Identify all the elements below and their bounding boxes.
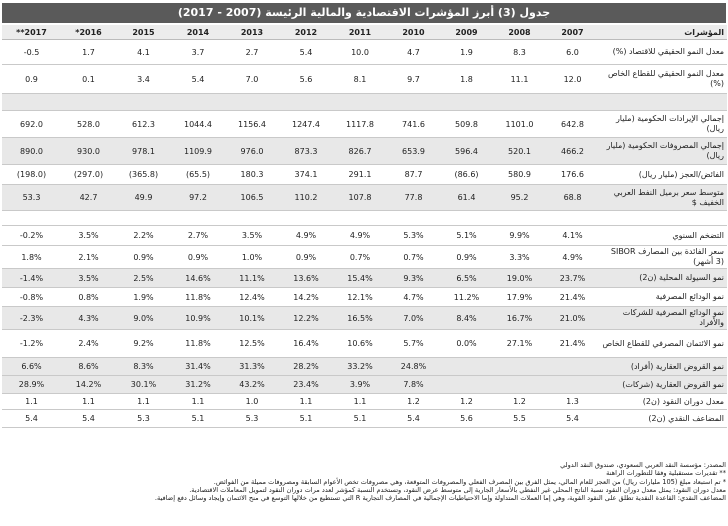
cell-value: 12.4% <box>225 288 279 307</box>
cell-value: 4.9% <box>546 246 599 269</box>
cell-value: 16.5% <box>333 307 387 330</box>
cell-value: 180.3 <box>225 165 279 185</box>
cell-value: 692.0 <box>2 111 61 138</box>
table-row <box>2 111 727 138</box>
cell-value: 12.5% <box>225 330 279 358</box>
cell-value: (198.0) <box>2 165 61 185</box>
cell-value <box>387 94 440 111</box>
cell-value: 21.4% <box>546 330 599 358</box>
cell-value: 580.9 <box>493 165 546 185</box>
cell-value: 1.7 <box>61 40 116 65</box>
cell-value: 33.2% <box>333 358 387 376</box>
cell-value: 13.6% <box>279 269 333 288</box>
cell-value: 11.1 <box>493 65 546 94</box>
cell-value: 42.7 <box>61 185 116 211</box>
row-label: نمو الودائع المصرفية للشركات والأفراد <box>599 307 727 330</box>
cell-value: 7.8% <box>387 376 440 394</box>
cell-value: 8.4% <box>440 307 493 330</box>
header-year: 2011 <box>333 25 387 40</box>
cell-value: 5.3 <box>116 410 171 428</box>
cell-value <box>116 211 171 226</box>
cell-value: 3.4 <box>116 65 171 94</box>
cell-value: 6.0 <box>546 40 599 65</box>
cell-value: 873.3 <box>279 138 333 165</box>
cell-value: 0.9 <box>2 65 61 94</box>
cell-value: 21.4% <box>546 288 599 307</box>
cell-value: 16.7% <box>493 307 546 330</box>
cell-value: 1.0% <box>225 246 279 269</box>
cell-value: 14.6% <box>171 269 225 288</box>
cell-value: 976.0 <box>225 138 279 165</box>
cell-value: 509.8 <box>440 111 493 138</box>
row-label: الفائض/العجز (مليار ريال) <box>599 165 727 185</box>
cell-value: 11.8% <box>171 288 225 307</box>
table-row <box>2 394 727 410</box>
cell-value: 3.7 <box>171 40 225 65</box>
cell-value: 1247.4 <box>279 111 333 138</box>
cell-value: 9.0% <box>116 307 171 330</box>
cell-value <box>171 94 225 111</box>
cell-value: (297.0) <box>61 165 116 185</box>
cell-value: 0.0% <box>440 330 493 358</box>
row-label: إجمالي الإيرادات الحكومية (مليار ريال) <box>599 111 727 138</box>
cell-value: -1.2% <box>2 330 61 358</box>
cell-value: -1.4% <box>2 269 61 288</box>
cell-value: 43.2% <box>225 376 279 394</box>
header-year: 2014 <box>171 25 225 40</box>
cell-value: 374.1 <box>279 165 333 185</box>
cell-value: 28.2% <box>279 358 333 376</box>
cell-value: 291.1 <box>333 165 387 185</box>
header-year: 2012 <box>279 25 333 40</box>
cell-value: 0.9% <box>116 246 171 269</box>
cell-value: 1117.8 <box>333 111 387 138</box>
cell-value: 1.2 <box>493 394 546 410</box>
header-year: 2010 <box>387 25 440 40</box>
cell-value: 19.0% <box>493 269 546 288</box>
table-row <box>2 138 727 165</box>
header-year: 2017** <box>2 25 61 40</box>
cell-value: 17.9% <box>493 288 546 307</box>
cell-value <box>2 94 61 111</box>
cell-value: 1.8 <box>440 65 493 94</box>
cell-value: 24.8% <box>387 358 440 376</box>
header-year: 2008 <box>493 25 546 40</box>
table-row <box>2 269 727 288</box>
cell-value: 0.1 <box>61 65 116 94</box>
table-row <box>2 226 727 246</box>
cell-value <box>493 94 546 111</box>
cell-value: 7.0 <box>225 65 279 94</box>
cell-value: 5.1 <box>333 410 387 428</box>
cell-value <box>440 376 493 394</box>
cell-value: 87.7 <box>387 165 440 185</box>
cell-value: 1.8% <box>2 246 61 269</box>
cell-value: 0.9% <box>440 246 493 269</box>
cell-value: 8.3% <box>116 358 171 376</box>
cell-value: 77.8 <box>387 185 440 211</box>
cell-value: 14.2% <box>61 376 116 394</box>
cell-value: 8.6% <box>61 358 116 376</box>
cell-value: -2.3% <box>2 307 61 330</box>
cell-value: 4.1 <box>116 40 171 65</box>
cell-value <box>440 94 493 111</box>
cell-value: 1101.0 <box>493 111 546 138</box>
velocity-note: معدل دوران النقود: يمثل معدل دوران النقود نسبة الناتج المحلي غير النفطي بالأسعار الجارية إلى متوسط عرض النقود، وتستخدم النسبة كمؤشر لعدد مرات دوران النقود لتمويل المعاملات الاقتصادية. <box>189 485 726 494</box>
cell-value: 642.8 <box>546 111 599 138</box>
cell-value: 1.1 <box>116 394 171 410</box>
cell-value <box>61 211 116 226</box>
cell-value: 2.5% <box>116 269 171 288</box>
table-row <box>2 211 727 226</box>
cell-value: 9.9% <box>493 226 546 246</box>
cell-value: 23.7% <box>546 269 599 288</box>
cell-value: 1.2 <box>440 394 493 410</box>
cell-value: 8.3 <box>493 40 546 65</box>
cell-value: 11.8% <box>171 330 225 358</box>
cell-value <box>440 358 493 376</box>
cell-value: 4.7 <box>387 40 440 65</box>
cell-value: 1.1 <box>2 394 61 410</box>
cell-value: 5.6 <box>440 410 493 428</box>
cell-value: 21.0% <box>546 307 599 330</box>
cell-value: 11.1% <box>225 269 279 288</box>
cell-value: 0.8% <box>61 288 116 307</box>
multiplier-note: المضاعف النقدي: القاعدة النقدية تطلق على النقود القوية، وهي إما العملات المتداولة وإما الاحتياطيات الإجمالية في المصارف التجارية R التي تستطيع من خلالها التوسع في منح الائتمان وإيجاد وسائل دفع إضافية. <box>154 494 726 503</box>
cell-value: 110.2 <box>279 185 333 211</box>
cell-value <box>333 211 387 226</box>
cell-value: 10.0 <box>333 40 387 65</box>
cell-value: 107.8 <box>333 185 387 211</box>
header-year: 2007 <box>546 25 599 40</box>
cell-value: 5.4 <box>171 65 225 94</box>
cell-value: 28.9% <box>2 376 61 394</box>
cell-value <box>333 94 387 111</box>
cell-value: 1044.4 <box>171 111 225 138</box>
cell-value: 4.1% <box>546 226 599 246</box>
cell-value: 5.4 <box>279 40 333 65</box>
cell-value: 9.3% <box>387 269 440 288</box>
cell-value: 0.7% <box>387 246 440 269</box>
cell-value: 528.0 <box>61 111 116 138</box>
cell-value: 978.1 <box>116 138 171 165</box>
row-label: نمو السيولة المحلية (ن2) <box>599 269 727 288</box>
cell-value <box>546 376 599 394</box>
cell-value: 4.3% <box>61 307 116 330</box>
cell-value <box>2 211 61 226</box>
cell-value: 612.3 <box>116 111 171 138</box>
cell-value <box>279 94 333 111</box>
cell-value: 5.4 <box>546 410 599 428</box>
row-label: المضاعف النقدي (ن2) <box>599 410 727 428</box>
cell-value: 12.2% <box>279 307 333 330</box>
cell-value: 5.1% <box>440 226 493 246</box>
cell-value: 11.2% <box>440 288 493 307</box>
table-row <box>2 358 727 376</box>
cell-value: 3.5% <box>225 226 279 246</box>
cell-value: 6.6% <box>2 358 61 376</box>
cell-value: 176.6 <box>546 165 599 185</box>
cell-value: 31.3% <box>225 358 279 376</box>
cell-value <box>493 358 546 376</box>
table-row <box>2 410 727 428</box>
table-row <box>2 185 727 211</box>
cell-value: 5.4 <box>2 410 61 428</box>
cell-value <box>116 94 171 111</box>
cell-value: 2.4% <box>61 330 116 358</box>
cell-value: 5.3% <box>387 226 440 246</box>
header-row <box>2 25 727 40</box>
cell-value: 9.7 <box>387 65 440 94</box>
cell-value: 890.0 <box>2 138 61 165</box>
cell-value: 4.9% <box>279 226 333 246</box>
row-label: معدل النمو الحقيقي للاقتصاد (%) <box>599 40 727 65</box>
cell-value: 53.3 <box>2 185 61 211</box>
table-row <box>2 246 727 269</box>
row-label: نمو القروض العقارية (شركات) <box>599 376 727 394</box>
cell-value <box>171 211 225 226</box>
cell-value <box>546 211 599 226</box>
cell-value: 10.9% <box>171 307 225 330</box>
cell-value: 5.5 <box>493 410 546 428</box>
table-row <box>2 40 727 65</box>
cell-value: 16.4% <box>279 330 333 358</box>
cell-value: 0.7% <box>333 246 387 269</box>
row-label: نمو الائتمان المصرفي للقطاع الخاص <box>599 330 727 358</box>
cell-value: 8.1 <box>333 65 387 94</box>
cell-value: 10.6% <box>333 330 387 358</box>
cell-value: 2.7 <box>225 40 279 65</box>
cell-value: 23.4% <box>279 376 333 394</box>
cell-value: 1.3 <box>546 394 599 410</box>
cell-value: 2.1% <box>61 246 116 269</box>
header-year: 2016* <box>61 25 116 40</box>
table-row <box>2 330 727 358</box>
row-label: التضخم السنوي <box>599 226 727 246</box>
row-label: نمو القروض العقارية (أفراد) <box>599 358 727 376</box>
cell-value <box>493 211 546 226</box>
cell-value <box>546 94 599 111</box>
cell-value: -0.8% <box>2 288 61 307</box>
cell-value: 5.4 <box>387 410 440 428</box>
cell-value: 520.1 <box>493 138 546 165</box>
row-label: معدل النمو الحقيقي للقطاع الخاص (%) <box>599 65 727 94</box>
cell-value: 9.2% <box>116 330 171 358</box>
cell-value: 4.9% <box>333 226 387 246</box>
cell-value: 27.1% <box>493 330 546 358</box>
cell-value: 5.7% <box>387 330 440 358</box>
cell-value: 5.3 <box>225 410 279 428</box>
cell-value: 826.7 <box>333 138 387 165</box>
source-note: المصدر: مؤسسة النقد العربي السعودي، صندوق النقد الدولي <box>560 461 726 469</box>
cell-value: 1.1 <box>333 394 387 410</box>
cell-value: 12.1% <box>333 288 387 307</box>
row-label <box>599 211 727 226</box>
cell-value: 106.5 <box>225 185 279 211</box>
cell-value <box>546 358 599 376</box>
cell-value: 6.5% <box>440 269 493 288</box>
cell-value <box>225 211 279 226</box>
cell-value: -0.5 <box>2 40 61 65</box>
cell-value: 1109.9 <box>171 138 225 165</box>
cell-value: 1.1 <box>171 394 225 410</box>
cell-value: (65.5) <box>171 165 225 185</box>
cell-value <box>225 94 279 111</box>
cell-value: 5.1 <box>171 410 225 428</box>
footnotes <box>2 461 726 502</box>
cell-value: 1.0 <box>225 394 279 410</box>
cell-value: 15.4% <box>333 269 387 288</box>
cell-value: 2.2% <box>116 226 171 246</box>
cell-value: 68.8 <box>546 185 599 211</box>
table-row <box>2 288 727 307</box>
cell-value <box>61 94 116 111</box>
cell-value: 97.2 <box>171 185 225 211</box>
row-label: متوسط سعر برميل النفط العربي الخفيف $ <box>599 185 727 211</box>
cell-value: 3.5% <box>61 226 116 246</box>
cell-value: 3.9% <box>333 376 387 394</box>
header-indicators: المؤشرات <box>599 25 727 40</box>
deficit-note: * تم استبعاد مبلغ (105 مليارات ريال) من العجز للعام المالي، يمثل الفرق بين المصرف الفعلي والمصروفات المتوقعة، وهي مصروفات تخص الأعوام السابقة ومصروفات مميلة من الفوائض. <box>213 477 726 486</box>
cell-value: 1.9% <box>116 288 171 307</box>
table-title: جدول (3) أبرز المؤشرات الاقتصادية والمالية الرئيسة (2007 - 2017) <box>2 3 726 23</box>
cell-value: 4.7% <box>387 288 440 307</box>
cell-value: 12.0 <box>546 65 599 94</box>
cell-value: 930.0 <box>61 138 116 165</box>
cell-value: 653.9 <box>387 138 440 165</box>
cell-value: 0.9% <box>279 246 333 269</box>
cell-value: 1.1 <box>61 394 116 410</box>
table-row <box>2 65 727 94</box>
cell-value: 14.2% <box>279 288 333 307</box>
row-label: معدل دوران النقود (ن2) <box>599 394 727 410</box>
cell-value <box>279 211 333 226</box>
header-year: 2013 <box>225 25 279 40</box>
spacer-row <box>2 94 727 111</box>
table-row <box>2 307 727 330</box>
cell-value: 5.4 <box>61 410 116 428</box>
cell-value: 10.1% <box>225 307 279 330</box>
cell-value: 30.1% <box>116 376 171 394</box>
cell-value: 7.0% <box>387 307 440 330</box>
cell-value: 31.4% <box>171 358 225 376</box>
cell-value: 61.4 <box>440 185 493 211</box>
cell-value: 5.1 <box>279 410 333 428</box>
cell-value <box>493 376 546 394</box>
estimate-note: ** تقديرات مستقبلية وفقا للتطورات الراهنة <box>606 469 726 478</box>
cell-value <box>387 211 440 226</box>
cell-value: 3.3% <box>493 246 546 269</box>
cell-value: (86.6) <box>440 165 493 185</box>
cell-value: 1.9 <box>440 40 493 65</box>
cell-value: 0.9% <box>171 246 225 269</box>
table-body <box>2 40 727 428</box>
cell-value: 741.6 <box>387 111 440 138</box>
cell-value: 2.7% <box>171 226 225 246</box>
cell-value <box>440 211 493 226</box>
row-label: نمو الودائع المصرفية <box>599 288 727 307</box>
row-label: سعر الفائدة بين المصارف SIBOR (3 أشهر) <box>599 246 727 269</box>
cell-value: 5.6 <box>279 65 333 94</box>
cell-value: 95.2 <box>493 185 546 211</box>
row-label <box>599 94 727 111</box>
table-row <box>2 165 727 185</box>
row-label: إجمالي المصروفات الحكومية (مليار ريال) <box>599 138 727 165</box>
header-year: 2015 <box>116 25 171 40</box>
cell-value: 1.1 <box>279 394 333 410</box>
indicators-table <box>2 25 727 428</box>
cell-value: 49.9 <box>116 185 171 211</box>
cell-value: (365.8) <box>116 165 171 185</box>
cell-value: 466.2 <box>546 138 599 165</box>
cell-value: 596.4 <box>440 138 493 165</box>
cell-value: 31.2% <box>171 376 225 394</box>
table-row <box>2 376 727 394</box>
cell-value: 1.2 <box>387 394 440 410</box>
cell-value: -0.2% <box>2 226 61 246</box>
cell-value: 1156.4 <box>225 111 279 138</box>
header-year: 2009 <box>440 25 493 40</box>
cell-value: 3.5% <box>61 269 116 288</box>
